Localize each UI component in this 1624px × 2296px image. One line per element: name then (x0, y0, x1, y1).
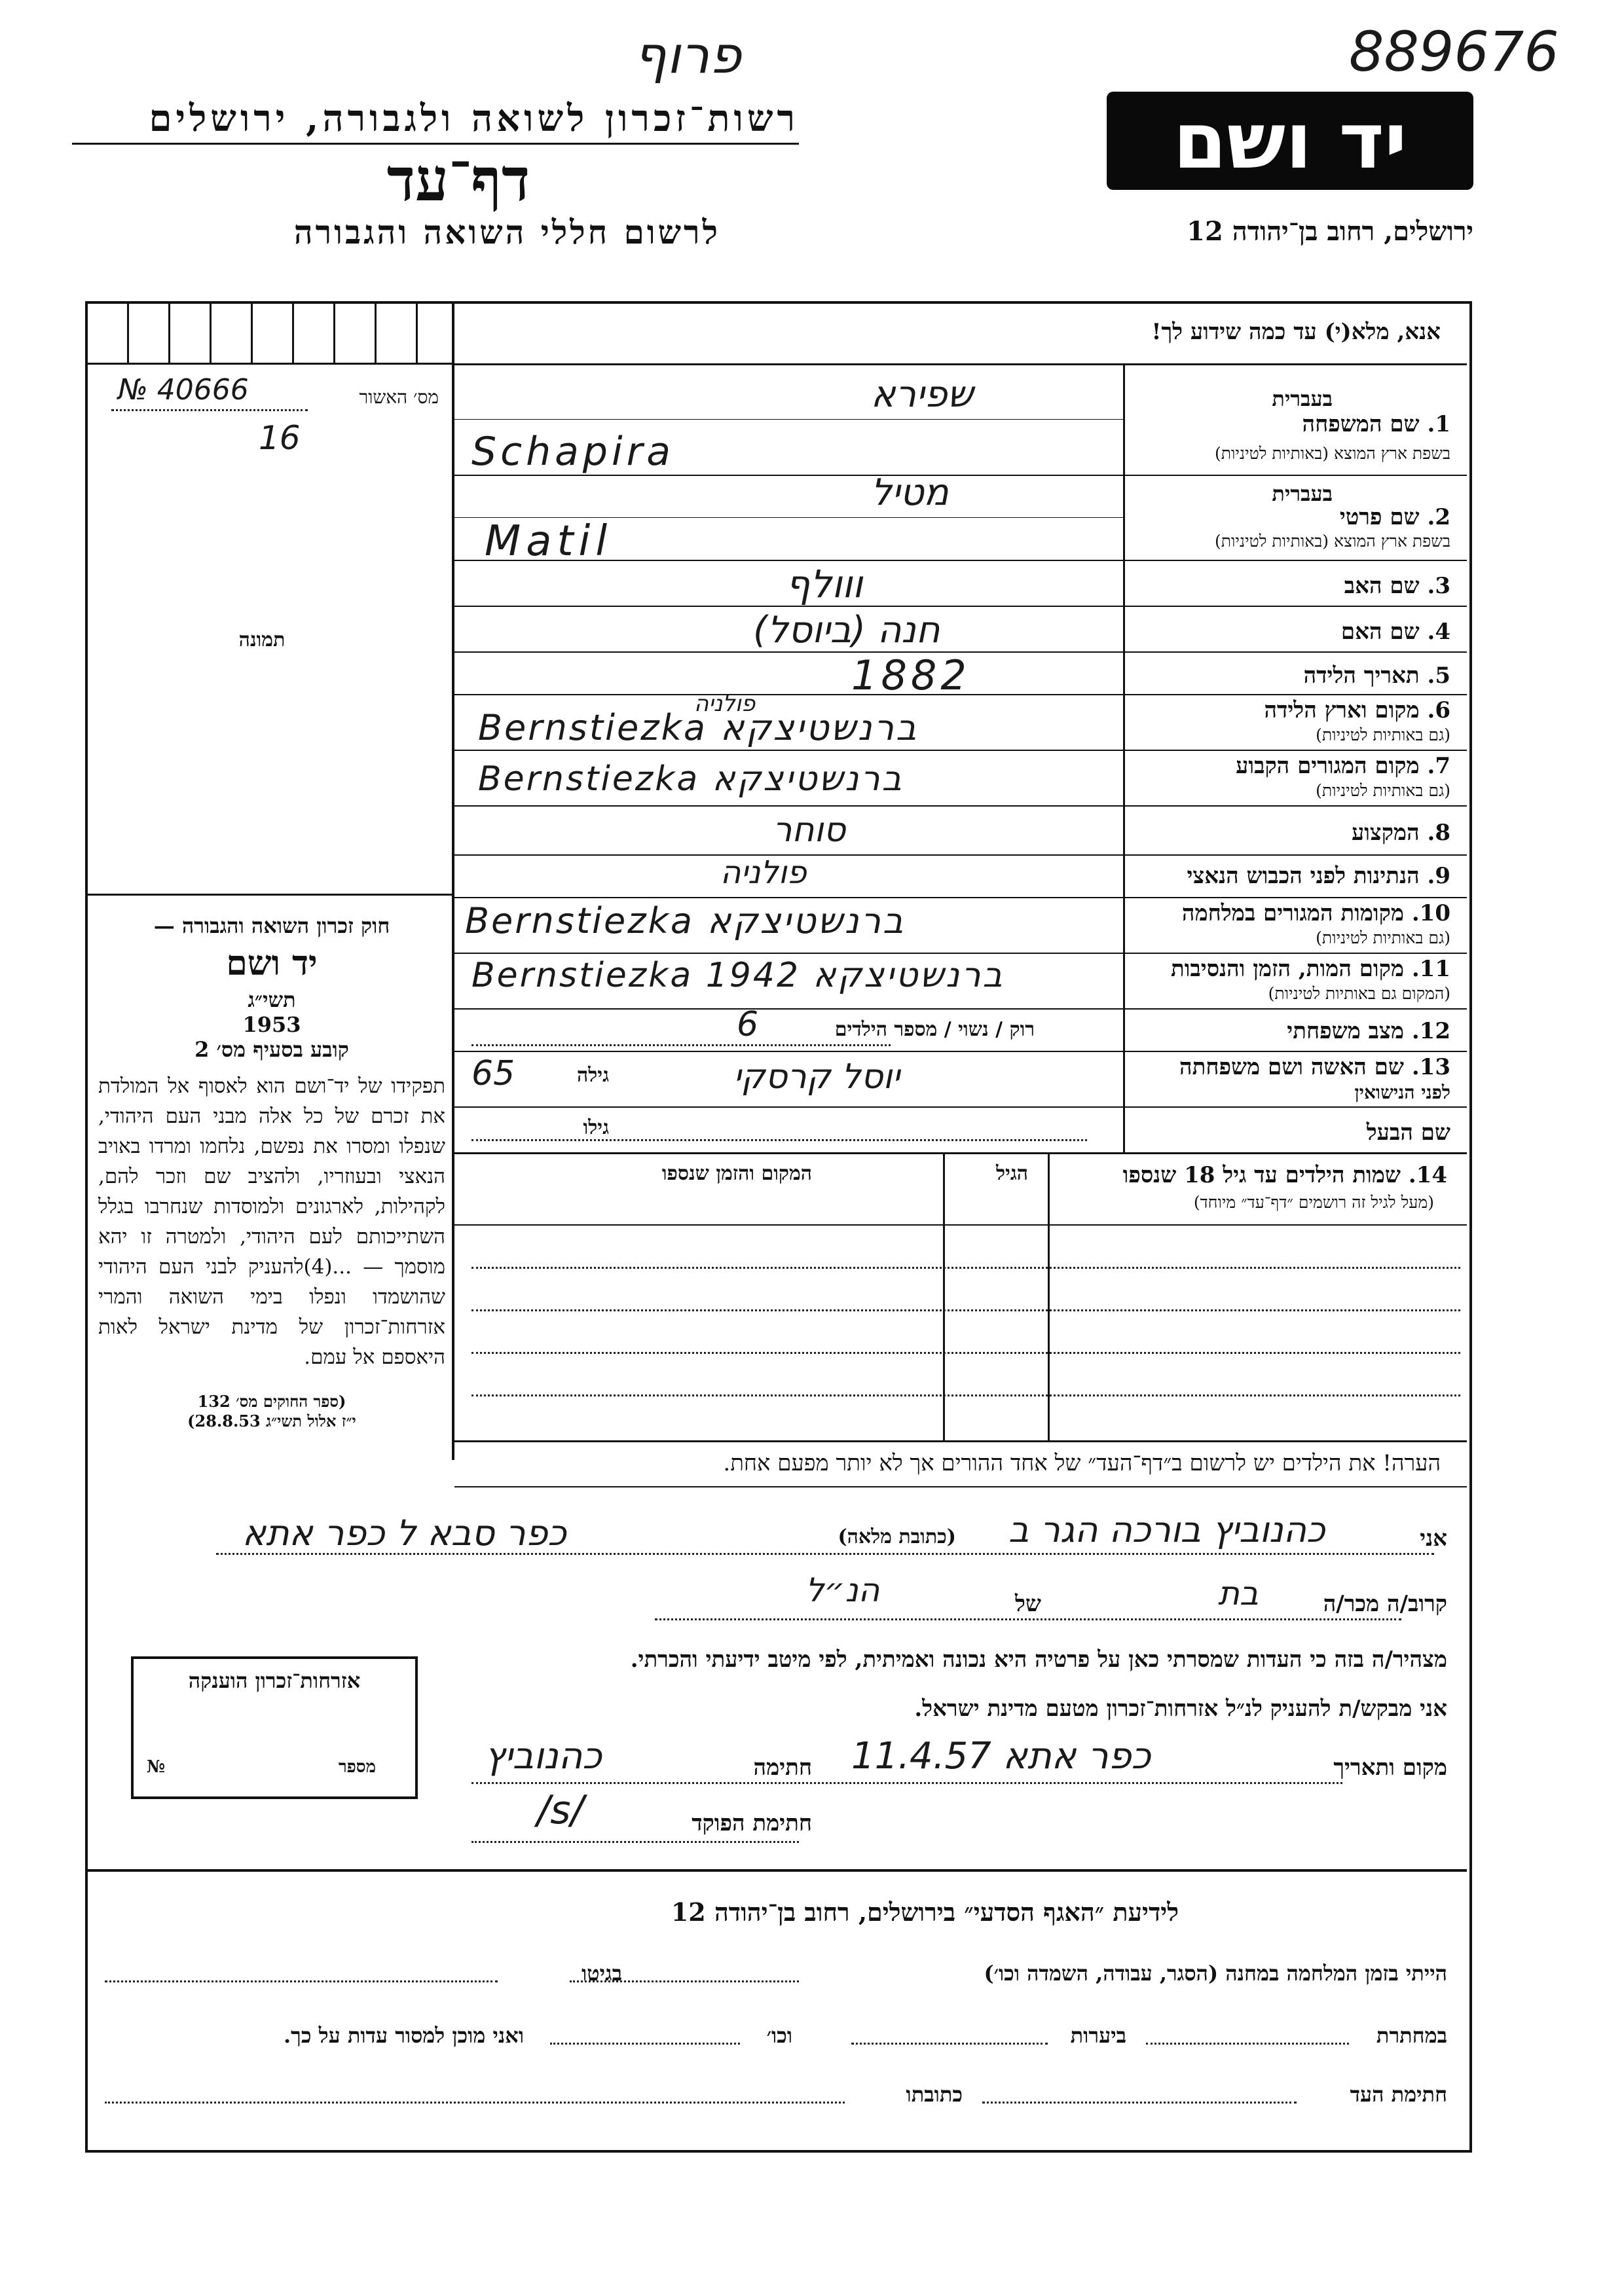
husband-dots (471, 1139, 1087, 1141)
of-label: של (1015, 1591, 1041, 1617)
field6-label (1264, 697, 1450, 723)
field13-num: 13. (1411, 1054, 1450, 1080)
field8-value: סוחר (773, 811, 846, 850)
footer-dots (550, 2043, 740, 2045)
footer-line2-d: ואני מוכן למסור עדות על כך. (283, 2023, 524, 2048)
field8-label (1352, 820, 1450, 846)
signature-label: חתימה (753, 1755, 812, 1781)
row-subline (454, 419, 1123, 420)
law-logo: יד ושם (226, 943, 318, 983)
field12-children-count: 6 (737, 1005, 759, 1044)
children-col-place: המקום והזמן שנספו (661, 1162, 812, 1185)
field4-text: שם האם (1340, 619, 1420, 645)
field11-text: מקום המות, הזמן והנסיבות (1170, 956, 1404, 982)
law-title: חוק זכרון השואה והגבורה — (153, 913, 390, 938)
place-date-value: כפר אתא 11.4.57 (851, 1735, 1151, 1777)
field10-num: 10. (1411, 900, 1450, 926)
footer-line2-c: וכו׳ (766, 2023, 792, 2048)
row-line (454, 1051, 1467, 1052)
field1-value-latin: Schapira (471, 429, 675, 475)
top-annotation: פרוף (634, 26, 741, 85)
row-line (454, 854, 1467, 856)
row-line (454, 1008, 1467, 1010)
field10-value: ברנשטיצקא Bernstiezka (465, 900, 906, 941)
citizenship-box-title: אזרחות־זכרון הוענקה (188, 1668, 361, 1693)
field9-text: הנתינות לפני הכבוש הנאצי (1187, 863, 1420, 889)
field4-num: 4. (1427, 619, 1450, 645)
children-header-line (454, 1224, 1467, 1226)
place-date-label: מקום ותאריך (1333, 1755, 1447, 1781)
field13-sub: לפני הנישואין (1354, 1082, 1450, 1103)
form-subtitle: לרשום חללי השואה והגבורה (293, 213, 720, 251)
relation-value: בת (1218, 1575, 1259, 1613)
field11-sub: (המקום גם באותיות לטיניות) (1268, 984, 1450, 1003)
row-line (454, 897, 1467, 898)
field3-num: 3. (1427, 573, 1450, 599)
field5-num: 5. (1427, 663, 1450, 689)
form-intro: אנא, מלא(י) עד כמה שידוע לך! (1151, 319, 1441, 345)
law-text: תפקידו של יד־ושם הוא לאסוף אל המולדת את זכרם של כל אלה מבני העם היהודי, שנפלו ומסרו את נפשם, נלחמו ומרדו באויב הנאצי ובעוזריו, ולהציב שם וזכר להם, לקהילות, לארגונים ולמוסדות שנחרבו בגלל השתייכותם לעם היהודי, ולמטרה זו יהא מוסמך — ...(4)להעניק לבני העם היהודי שהושמדו ונפלו בימי השואה והמרי אזרחות־זכרון של מדינת ישראל לאות היאספם אל עמם. (98, 1074, 445, 1369)
footer-line2-b: ביערות (1070, 2023, 1126, 2048)
row-line (454, 1106, 1467, 1108)
field11-label (1171, 956, 1450, 982)
approval-ticks (88, 304, 452, 365)
children-sub: (מעל לגיל זה רושמים ״דף־עד״ מיוחד) (1193, 1193, 1434, 1212)
footer-line3-b: כתובתו (906, 2082, 963, 2107)
field6-value: ברנשטיצקא Bernstiezka (478, 707, 919, 748)
box-number-label: מספר (338, 1757, 376, 1777)
law-source-date: י״ז אלול תשי״ג 28.8.53) (187, 1412, 356, 1430)
footer-dots (105, 1980, 498, 1982)
declaration-name: כהנוביץ בורכה הגר ב (1008, 1509, 1325, 1550)
footer-divider (88, 1869, 1467, 1872)
citizenship-box (131, 1656, 418, 1799)
children-bottom-line (454, 1440, 1467, 1442)
field13-age-label: גילה (576, 1064, 609, 1087)
footer-dots (851, 2043, 1048, 2045)
field10-text: מקומות המגורים במלחמה (1181, 900, 1404, 926)
intro-divider (454, 363, 1467, 365)
children-col-divider (943, 1152, 945, 1440)
field2-text: שם פרטי (1339, 504, 1420, 530)
field11-value: ברנשטיצקא Bernstiezka 1942 (471, 956, 1005, 995)
approval-suffix: 16 (259, 419, 301, 457)
row-line (454, 953, 1467, 954)
field1-label (1302, 411, 1450, 437)
corner-number: 889676 (1349, 20, 1559, 84)
field13-text: שם האשה ושם משפחתה (1179, 1054, 1404, 1080)
field12-label (1287, 1018, 1450, 1044)
field8-text: המקצוע (1351, 820, 1420, 846)
children-row-dots (471, 1267, 1460, 1269)
law-source: (ספר החוקים מס׳ 132 (197, 1392, 346, 1411)
law-year-he: תשי״ג (248, 987, 296, 1012)
authority-underline (72, 143, 799, 145)
row-line (454, 475, 1467, 476)
footer-line1-a: הייתי בזמן המלחמה במחנה (הסגר, עבודה, השמדה וכו׳) (984, 1961, 1447, 1986)
footer-dots (105, 2102, 845, 2104)
children-row-dots (471, 1309, 1460, 1311)
field12-dots (471, 1044, 891, 1046)
signature-value: כהנוביץ (485, 1735, 602, 1777)
field2-sub-latin: בשפת ארץ המוצא (באותיות לטיניות) (1215, 532, 1450, 551)
husband-label: שם הבעל (1366, 1120, 1450, 1146)
field1-sub-hebrew: בעברית (1272, 386, 1333, 411)
field11-num: 11. (1411, 956, 1450, 982)
field9-label (1187, 863, 1451, 889)
note-divider (454, 1486, 1467, 1487)
row-line (454, 805, 1467, 807)
declaration-i-label: אני (1420, 1525, 1447, 1552)
children-label (1123, 1162, 1447, 1188)
footer-line1-b: בגיטו (581, 1961, 622, 1986)
request: אני מבקש/ת להעניק לנ״ל אזרחות־זכרון מטעם מדינת ישראל. (914, 1696, 1447, 1722)
children-row-dots (471, 1394, 1460, 1396)
children-col-divider (1048, 1152, 1050, 1440)
field7-text: מקום המגורים הקבוע (1236, 753, 1420, 779)
declaration-line (216, 1553, 1434, 1555)
husband-age-label: גילו (583, 1116, 609, 1139)
field12-text: מצב משפחתי (1287, 1018, 1404, 1044)
law-section: קובע בסעיף מס׳ 2 (194, 1037, 349, 1062)
statement: מצהיר/ה בזה כי העדות שמסרתי כאן על פרטיה היא נכונה ואמיתית, לפי מיטב ידיעתי והכרתי. (630, 1647, 1447, 1673)
logo-text: יד ושם (1173, 96, 1407, 186)
children-num: 14. (1408, 1162, 1447, 1188)
approval-dots (111, 409, 308, 411)
approval-label: מס׳ האשור (359, 386, 439, 408)
field3-value: ווולף (786, 562, 863, 606)
field13-value: יוסל קרסקי (733, 1057, 900, 1097)
field6-text: מקום וארץ הלידה (1264, 697, 1420, 723)
declaration-address-label: (כתובת מלאה) (838, 1525, 956, 1548)
address: ירושלים, רחוב בן־יהודה 12 (1187, 216, 1473, 247)
children-row-dots (471, 1352, 1460, 1354)
approval-number: № 40666 (118, 373, 249, 407)
form-title: דף־עד (386, 145, 530, 215)
field6-extra: פולניה (694, 691, 756, 717)
field10-sub: (גם באותיות לטיניות) (1316, 928, 1450, 947)
field9-num: 9. (1427, 863, 1450, 889)
field3-label (1344, 573, 1450, 599)
label-column-divider (1123, 363, 1125, 1152)
field5-label (1304, 663, 1450, 689)
field2-value-latin: Matil (485, 517, 613, 566)
field5-text: תאריך הלידה (1303, 663, 1420, 689)
field1-text: שם המשפחה (1302, 411, 1420, 437)
photo-label: תמונה (238, 629, 286, 651)
officer-label: חתימת הפוקד (692, 1810, 812, 1836)
field13-age: 65 (471, 1054, 515, 1093)
field7-value: ברנשטיצקא Bernstiezka (478, 759, 904, 799)
declaration-address: כפר סבא ל כפר אתא (242, 1512, 566, 1554)
field3-text: שם האב (1344, 573, 1420, 599)
field2-sub-hebrew: בעברית (1272, 481, 1333, 506)
footer-line3-a: חתימת העד (1350, 2082, 1447, 2107)
field9-value: פולניה (720, 854, 807, 891)
box-number-mark: № (147, 1757, 166, 1777)
field2-value-hebrew: מטיל (871, 471, 949, 514)
authority-line: רשות־זכרון לשואה ולגבורה, ירושלים (149, 97, 799, 140)
field4-value: חנה (ביוסל) (753, 609, 940, 651)
field8-num: 8. (1427, 820, 1450, 846)
field4-label (1341, 619, 1450, 645)
children-text: שמות הילדים עד גיל 18 שנספו (1122, 1162, 1401, 1188)
law-panel (98, 913, 445, 1431)
field1-sub-latin: בשפת ארץ המוצא (באותיות לטיניות) (1215, 444, 1450, 463)
field2-label (1340, 504, 1450, 530)
logo (1107, 92, 1473, 190)
field6-num: 6. (1427, 697, 1450, 723)
form-note: הערה! את הילדים יש לרשום ב״דף־העד״ של אחד ההורים אך לא יותר מפעם אחת. (723, 1450, 1441, 1476)
field6-sub: (גם באותיות לטיניות) (1316, 725, 1450, 744)
officer-signature: /s/ (537, 1787, 584, 1833)
field12-num: 12. (1411, 1018, 1450, 1044)
relative-label: קרוב/ה מכר/ה (1323, 1591, 1447, 1617)
field10-label (1182, 900, 1450, 926)
field12-options: רוק / נשוי / מספר הילדים (834, 1018, 1035, 1041)
row-line (454, 1152, 1467, 1154)
field1-value-hebrew: שפירא (871, 373, 974, 416)
row-line (454, 606, 1467, 607)
relative-line (655, 1618, 1401, 1620)
footer-dots (1146, 2043, 1349, 2045)
field2-num: 2. (1427, 504, 1450, 530)
footer-line2-a: במחתרת (1376, 2023, 1447, 2048)
place-date-line (471, 1782, 1342, 1784)
footer-dots (982, 2102, 1297, 2104)
field5-value: 1882 (851, 651, 970, 699)
row-line (454, 750, 1467, 751)
officer-line (471, 1841, 799, 1843)
footer-title: לידיעת ״האגף הסדעי״ בירושלים, רחוב בן־יהודה 12 (671, 1897, 1179, 1927)
field1-num: 1. (1427, 411, 1450, 437)
of-value: הנ״ל (805, 1571, 880, 1609)
law-year: 1953 (242, 1012, 301, 1037)
photo-divider (88, 894, 452, 896)
children-col-age: הגיל (995, 1162, 1028, 1185)
field7-num: 7. (1427, 753, 1450, 779)
field13-label (1179, 1054, 1450, 1080)
field7-label (1236, 753, 1450, 779)
field7-sub: (גם באותיות לטיניות) (1316, 781, 1450, 800)
